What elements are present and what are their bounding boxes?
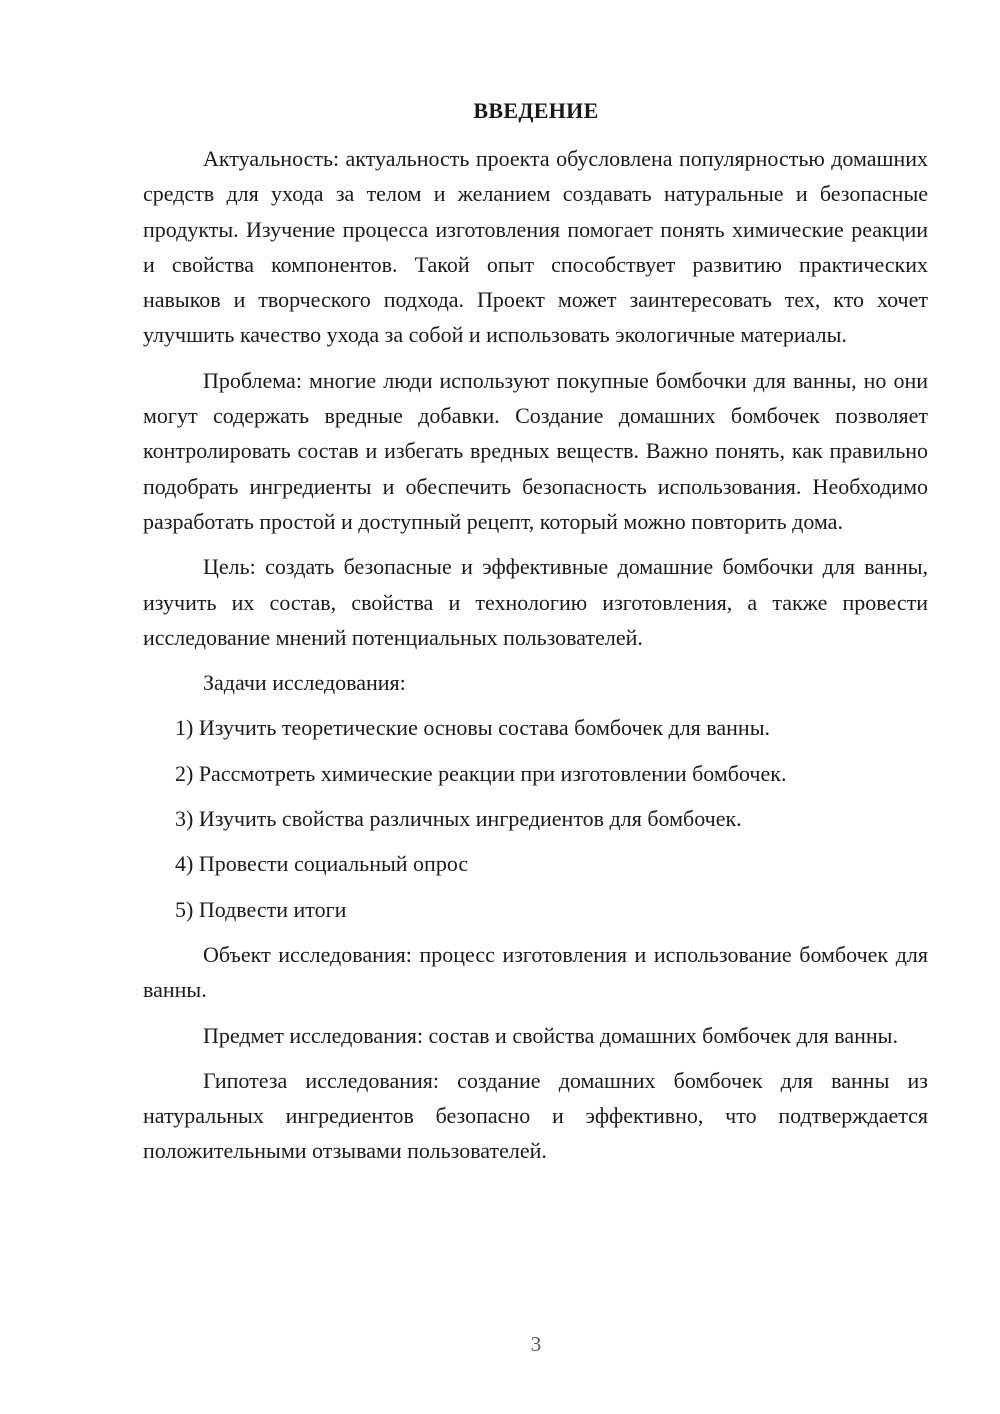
page-title: ВВЕДЕНИЕ	[473, 98, 599, 123]
task-item-4: 4) Провести социальный опрос	[175, 851, 469, 877]
goal-paragraph: Цель: создать безопасные и эффективные домашние бомбочки для ванны, изучить их состав, свойства и технологию изготовления, а также провести исследование мнений потенциальных пользователей.	[143, 554, 928, 650]
subject-paragraph: Предмет исследования: состав и свойства домашних бомбочек для ванны.	[203, 1022, 898, 1048]
relevance-paragraph: Актуальность: актуальность проекта обусловлена популярностью домашних средств для ухода за телом и желанием создавать натуральные и безопасные продукты. Изучение процесса изготовления помогает понять химические реакции и свойства компонентов. Такой опыт способствует развитию практических навыков и творческого подхода. Проект может заинтересовать тех, кто хочет улучшить качество ухода за собой и использовать экологичные материалы.	[143, 146, 928, 348]
object-paragraph: Объект исследования: процесс изготовления и использование бомбочек для ванны.	[143, 941, 928, 1003]
problem-paragraph: Проблема: многие люди используют покупные бомбочки для ванны, но они могут содержать вредные добавки. Создание домашних бомбочек позволяет контролировать состав и избегать вредных веществ. Важно понять, как правильно подобрать ингредиенты и обеспечить безопасность использования. Необходимо разработать простой и доступный рецепт, который можно повторить дома.	[143, 367, 928, 534]
hypothesis-paragraph: Гипотеза исследования: создание домашних бомбочек для ванны из натуральных ингредиентов безопасно и эффективно, что подтверждается положительными отзывами пользователей.	[143, 1067, 928, 1164]
document-body	[143, 141, 928, 1169]
task-item-5: 5) Подвести итоги	[175, 896, 347, 922]
task-item-2: 2) Рассмотреть химические реакции при изготовлении бомбочек.	[175, 760, 787, 786]
page-number: 3	[530, 1332, 542, 1356]
task-item-3: 3) Изучить свойства различных ингредиентов для бомбочек.	[175, 806, 742, 832]
task-item-1: 1) Изучить теоретические основы состава бомбочек для ванны.	[175, 715, 770, 741]
tasks-heading: Задачи исследования:	[203, 670, 406, 696]
